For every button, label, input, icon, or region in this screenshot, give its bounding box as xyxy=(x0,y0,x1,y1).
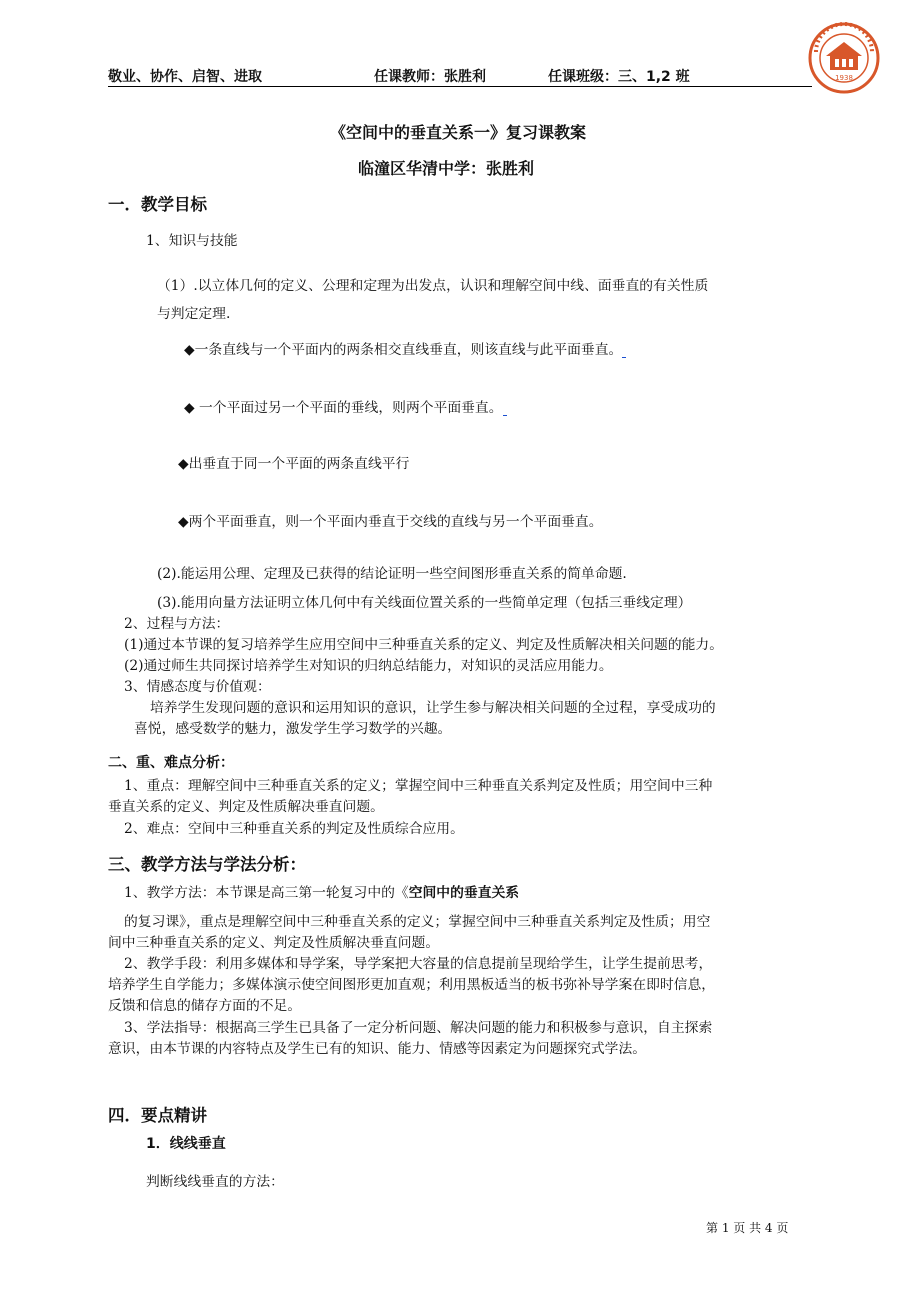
section1-sub2: 2、过程与方法： xyxy=(124,616,230,632)
header-teacher: 任课教师：张胜利 xyxy=(374,69,486,85)
section3-line7: 3、学法指导：根据高三学生已具备了一定分析问题、解决问题的能力和积极参与意识，自主探索 xyxy=(124,1020,713,1036)
section4-sub1: 1．线线垂直 xyxy=(146,1136,226,1152)
header-class: 任课班级：三、1,2 班 xyxy=(548,69,690,85)
bullet-item: ◆出垂直于同一个平面的两条直线平行 xyxy=(178,456,410,472)
document-title: 《空间中的垂直关系一》复习课教案 xyxy=(330,123,587,142)
bullet-item: ◆ 一个平面过另一个平面的垂线，则两个平面垂直。 xyxy=(184,396,507,416)
section2-heading: 二、重、难点分析： xyxy=(108,755,234,771)
header-rule xyxy=(108,86,812,87)
bullet-item: ◆一条直线与一个平面内的两条相交直线垂直，则该直线与此平面垂直。 xyxy=(184,338,626,358)
section3-line4: 2、教学手段：利用多媒体和导学案，导学案把大容量的信息提前呈现给学生，让学生提前思考， xyxy=(124,956,713,972)
section1-p4: (1)通过本节课的复习培养学生应用空间中三种垂直关系的定义、判定及性质解决相关问题的能力。 xyxy=(124,637,724,653)
section2-line3: 2、难点：空间中三种垂直关系的判定及性质综合应用。 xyxy=(124,821,464,837)
underline-mark xyxy=(503,403,507,416)
underline-mark xyxy=(622,345,626,358)
section3-line1: 1、教学方法：本节课是高三第一轮复习中的《空间中的垂直关系 xyxy=(124,885,520,901)
section1-sub1: 1、知识与技能 xyxy=(146,233,238,249)
section2-line1: 1、重点：理解空间中三种垂直关系的定义；掌握空间中三种垂直关系判定及性质；用空间中三种 xyxy=(124,778,713,794)
section3-heading: 三、教学方法与学法分析： xyxy=(108,855,306,874)
section4-line1: 判断线线垂直的方法： xyxy=(146,1174,284,1190)
header-motto: 敬业、协作、启智、进取 xyxy=(108,69,262,85)
section1-p1-line2: 与判定定理. xyxy=(157,306,231,322)
section4-heading: 四．要点精讲 xyxy=(108,1106,207,1125)
section1-p5: (2)通过师生共同探讨培养学生对知识的归纳总结能力，对知识的灵活应用能力。 xyxy=(124,658,613,674)
section3-line8: 意识，由本节课的内容特点及学生已有的知识、能力、情感等因素定为问题探究式学法。 xyxy=(108,1041,647,1057)
section2-line2: 垂直关系的定义、判定及性质解决垂直问题。 xyxy=(108,799,384,815)
section1-p6-line2: 喜悦，感受数学的魅力，激发学生学习数学的兴趣。 xyxy=(134,721,452,737)
bullet-item: ◆两个平面垂直，则一个平面内垂直于交线的直线与另一个平面垂直。 xyxy=(178,514,603,530)
section1-p1-line1: （1）.以立体几何的定义、公理和定理为出发点，认识和理解空间中线、面垂直的有关性质 xyxy=(157,278,709,294)
school-seal-logo-icon xyxy=(808,22,880,94)
section1-p2: (2).能运用公理、定理及已获得的结论证明一些空间图形垂直关系的简单命题. xyxy=(157,566,627,582)
page-footer: 第 1 页 共 4 页 xyxy=(706,1221,789,1235)
section3-line6: 反馈和信息的储存方面的不足。 xyxy=(108,998,302,1014)
section1-p3: (3).能用向量方法证明立体几何中有关线面位置关系的一些简单定理（包括三垂线定理） xyxy=(157,595,692,611)
section1-sub3: 3、情感态度与价值观： xyxy=(124,679,271,695)
document-subtitle: 临潼区华清中学：张胜利 xyxy=(358,159,535,178)
section1-heading: 一．教学目标 xyxy=(108,195,207,214)
svg-text:1938: 1938 xyxy=(835,74,853,82)
section3-line5: 培养学生自学能力；多媒体演示使空间图形更加直观；利用黑板适当的板书弥补导学案在即时信息， xyxy=(108,977,716,993)
section1-p6-line1: 培养学生发现问题的意识和运用知识的意识，让学生参与解决相关问题的全过程，享受成功的 xyxy=(150,700,716,716)
section3-line3: 间中三种垂直关系的定义、判定及性质解决垂直问题。 xyxy=(108,935,440,951)
section3-line2: 的复习课》，重点是理解空间中三种垂直关系的定义；掌握空间中三种垂直关系判定及性质；用空 xyxy=(124,914,711,930)
